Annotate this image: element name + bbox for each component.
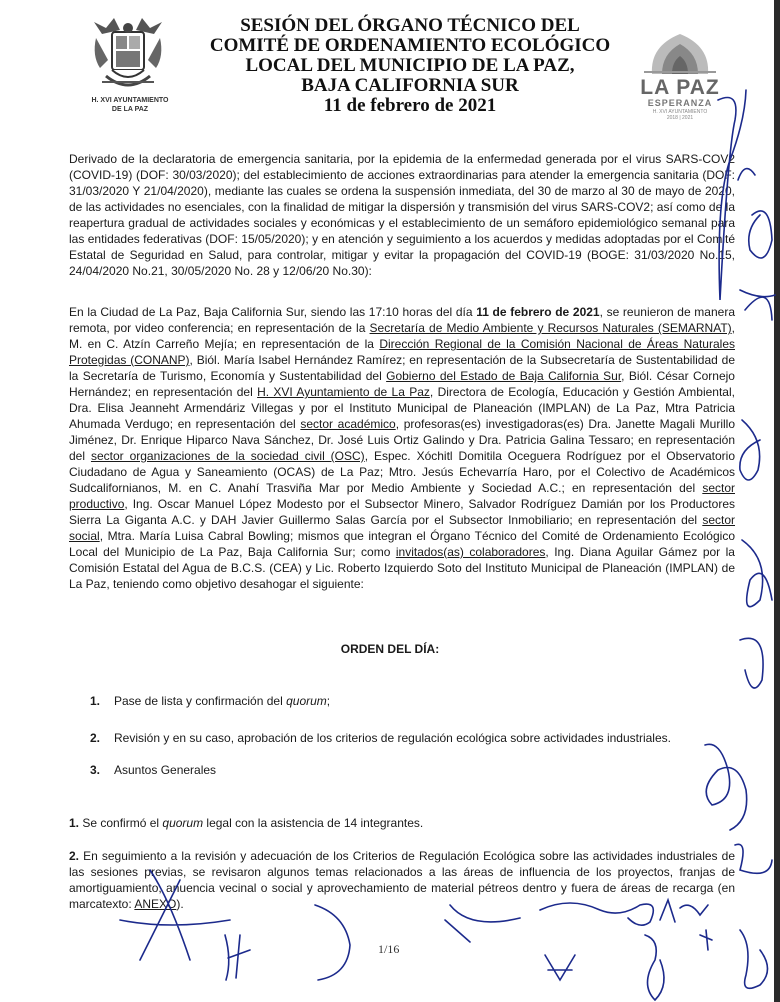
text-run: , Biól. María Isabel Hernández Ramírez; en representación de la Subsecretaría de Sustentabilidad de la Secretaría de Turismo, Economía y Sustentabilidad del (69, 353, 735, 383)
text-run: , Biól. César Cornejo Hernández; en representación del (69, 369, 735, 399)
title-line: SESIÓN DEL ÓRGANO TÉCNICO DEL (240, 15, 580, 36)
coat-of-arms-icon (92, 16, 164, 94)
signature-stroke (645, 935, 664, 1000)
title-date: 11 de febrero de 2021 (323, 95, 497, 116)
signature-stroke (315, 905, 350, 980)
title-line: BAJA CALIFORNIA SUR (301, 75, 519, 96)
org-conanp: Dirección Regional de la Comisión Nacional de Áreas Naturales Protegidas (CONANP) (69, 337, 735, 367)
logo-name: LA PAZ (640, 76, 720, 99)
text-run: , Ing. Oscar Manuel López Modesto por el Subsector Minero, Salvador Rodríguez Damián por los Productores Sierra La Giganta A.C. y DAH Javier Guillermo Salas García por el Subsector Inmobiliario; en representación del (69, 497, 735, 527)
sector-osc: sector organizaciones de la sociedad civil (OSC) (90, 449, 365, 463)
agenda-item-italic: quorum (286, 694, 327, 708)
resolution-2 (69, 848, 735, 912)
signature-stroke (225, 935, 250, 980)
sector-academico: sector académico (300, 417, 396, 431)
resolution-number: 2. (69, 849, 80, 863)
text-run: legal con la asistencia de 14 integrantes. (203, 816, 424, 830)
agenda-item-number: 1. (90, 694, 101, 708)
text-run: , Directora de Ecología, Educación y Gestión Ambiental, Dra. Elisa Jeanneht Armendáriz Villegas y por el Instituto Municipal de Planeación (IMPLAN) de La Paz, Mtra Patricia Ahumada Verdugo; en representación del (69, 385, 735, 431)
resolution-number: 1. (69, 816, 80, 830)
invitados-colaboradores: invitados(as) colaboradores (395, 545, 546, 559)
quorum-italic: quorum (162, 816, 204, 830)
agenda-item-text: Asuntos Generales (114, 763, 217, 777)
text-run: En seguimiento a la revisión y adecuación de los Criterios de Regulación Ecológica sobre las actividades industriales de las sesiones previas, se revisaron algunos temas relacionados a las áreas de influencia de los proyectos, franjas de amortiguamiento, anuencia vecinal o social y aprovechamiento de material pétreos dentro y fuera de áreas de recarga (en marcatexto: (69, 849, 735, 911)
preamble-paragraph: Derivado de la declaratoria de emergencia sanitaria, por la epidemia de la enfermedad generada por el virus SARS-COV2 (COVID-19) (DOF: 30/03/2020); del establecimiento de acciones extraordinarias para atender la emergencia sanitaria (DOF: 31/03/2020 Y 21/04/2020), mediante las cuales se ordena la suspensión inmediata, del 30 de marzo al 30 de mayo de 2020, de las actividades no esenciales, con la finalidad de mitigar la dispersión y transmisión del virus SARS-COV2; así como de la reapertura gradual de actividades sociales y económicas y el establecimiento de un semáforo epidemiológico semanal para las entidades federativas (DOF: 15/05/2020); y en atención y seguimiento a los acuerdos y medidas adoptadas por el Comité Estatal de Seguridad en Salud, para controlar, mitigar y evitar la propagación del COVID-19 (BOGE: 31/03/2020 No.15, 24/04/2020 No.21, 30/05/2020 No. 28 y 12/06/20 No.30): (69, 152, 735, 278)
text-run: , M. en C. Atzín Carreño Mejía; en representación de la (69, 321, 736, 351)
agenda-item-text: Pase de lista y confirmación del (114, 694, 287, 708)
signature-stroke (749, 211, 772, 258)
text-run: , Ing. Diana Aguilar Gámez por la Comisión Estatal del Agua de B.C.S. (CEA) y Lic. Roberto Izquierdo Soto del Instituto Municipal de Planeación (IMPLAN) de La Paz, teniendo como objetivo desahogar el siguiente: (69, 545, 735, 591)
agenda-item (90, 762, 216, 778)
meeting-date: 11 de febrero de 2021 (476, 305, 600, 319)
signature-stroke (545, 955, 575, 980)
attendance-paragraph (69, 304, 735, 592)
logo-sub-line: H. XVI AYUNTAMIENTO (652, 109, 708, 115)
crest-caption-line: H. XVI AYUNTAMIENTO (91, 97, 169, 104)
sector-social: sector social (69, 513, 735, 543)
signature-stroke (740, 420, 760, 480)
agenda-title: ORDEN DEL DÍA: (340, 642, 440, 656)
crest-caption (78, 96, 182, 114)
text-run: , Mtra. María Luisa Cabral Bowling; mismos que integran el Órgano Técnico del Comité de Ordenamiento Ecológico Local del Municipio de La Paz, Baja California Sur; como (69, 529, 735, 559)
agenda-item (90, 693, 330, 709)
text-run: En la Ciudad de La Paz, Baja California Sur, siendo las 17:10 horas del día (69, 305, 477, 319)
org-gobierno-bcs: Gobierno del Estado de Baja California Sur (386, 369, 622, 383)
signature-stroke (705, 744, 747, 830)
text-run: ). (176, 897, 184, 911)
crest-caption-line: DE LA PAZ (111, 106, 149, 113)
document-title (200, 16, 620, 116)
resolution-1 (69, 815, 423, 831)
text-run: , se reunieron de manera remota, por video conferencia; en representación de la (69, 305, 735, 335)
title-line: LOCAL DEL MUNICIPIO DE LA PAZ, (245, 55, 575, 76)
scan-edge-shadow (774, 0, 780, 1002)
signature-stroke (742, 540, 772, 607)
text-run: Se confirmó el (79, 816, 163, 830)
agenda-item-tail: ; (326, 694, 331, 708)
agenda-item-number: 3. (90, 763, 101, 777)
title-line: COMITÉ DE ORDENAMIENTO ECOLÓGICO (209, 35, 611, 56)
signature-stroke (740, 930, 768, 988)
annex-link[interactable]: ANEXO (134, 897, 177, 911)
logo-subtitle (634, 109, 726, 121)
text-run: , Espec. Xóchitl Domitila Oceguera Rodríguez por el Observatorio Ciudadano de Agua y Saneamiento (OCAS) de La Paz; Mtro. Jesús Echevarría Haro, por el Colectivo de Académicos Sudcalifornianos, M. en C. Anahí Trasviña Mar por Medio Ambiente y Sociedad A.C.; en representación del (69, 449, 735, 495)
sector-productivo: sector productivo (69, 481, 735, 511)
signature-stroke (738, 169, 755, 180)
signature-stroke (700, 930, 712, 950)
logo-sub-line: 2018 | 2021 (666, 115, 694, 121)
signature-stroke (740, 290, 775, 320)
text-run: , profesoras(es) investigadoras(es) Dra. Janette Magali Murillo Jiménez, Dr. Enrique Hiparco Nava Sánchez, Dr. José Luis Ortiz Galindo y Dra. Patricia Galina Tessaro; en representación del (69, 417, 736, 463)
agenda-item-text: Revisión y en su caso, aprobación de los criterios de regulación ecológica sobre actividades industriales. (114, 731, 671, 745)
page-number: 1/16 (378, 942, 400, 956)
org-ayuntamiento: H. XVI Ayuntamiento de La Paz (257, 385, 430, 399)
logo-tagline: ESPERANZA (647, 98, 713, 108)
signature-stroke (735, 844, 772, 873)
agenda-item (90, 730, 671, 746)
org-semarnat: Secretaría de Medio Ambiente y Recursos Naturales (SEMARNAT) (369, 321, 732, 335)
agenda-item-number: 2. (90, 731, 101, 745)
